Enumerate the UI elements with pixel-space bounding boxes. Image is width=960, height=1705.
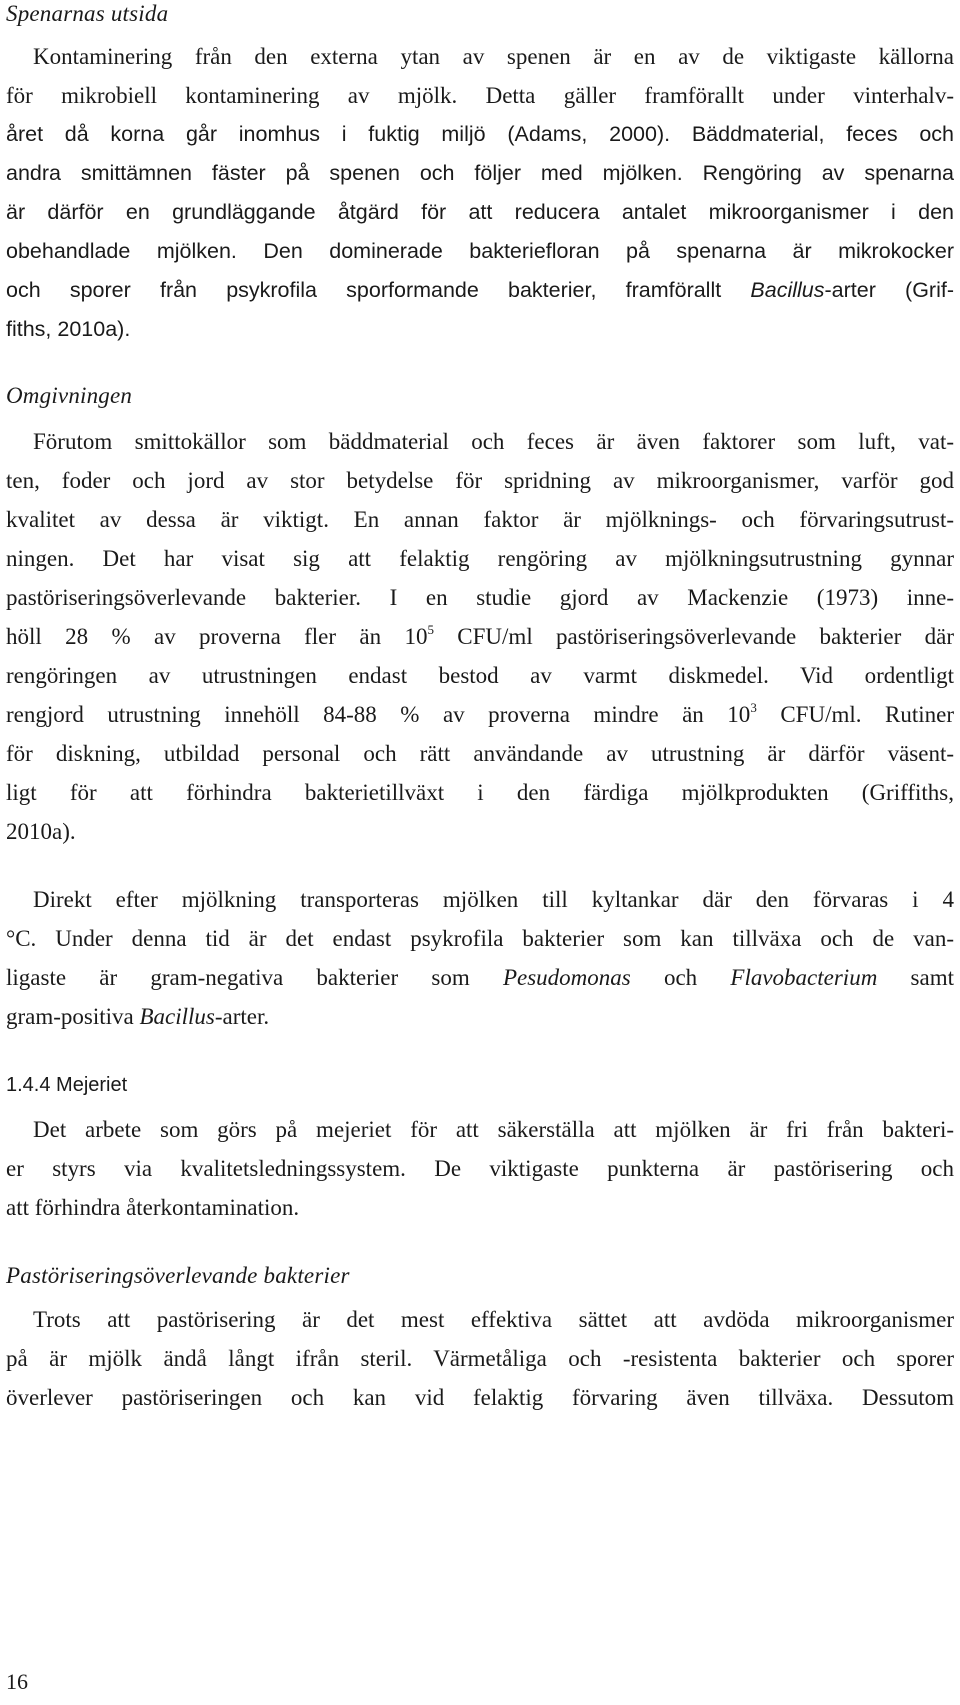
text-line: rengöringen av utrustningen endast bestod av varmt diskmedel. Vid ordentligt (6, 663, 954, 688)
section-heading-spenarnas-utsida: Spenarnas utsida (6, 1, 169, 26)
text-segment: -arter. (214, 1004, 270, 1029)
section-heading-mejeriet: 1.4.4 Mejeriet (6, 1074, 128, 1096)
text-line: er styrs via kvalitetsledningssystem. De viktigaste punkterna är pastörisering och (6, 1156, 954, 1181)
text-line: överlever pastöriseringen och kan vid felaktig förvaring även tillväxa. Dessutom (6, 1385, 954, 1410)
text-line (6, 695, 954, 734)
text-line: fiths, 2010a). (6, 317, 131, 341)
paragraph-pastoriseringsoverlevande (6, 1300, 954, 1417)
species-name: Bacillus (139, 1004, 215, 1029)
text-segment: och sporer från psykrofila sporformande bakterier, framförallt (6, 278, 751, 302)
text-line: Det arbete som görs på mejeriet för att säkerställa att mjölken är fri från bakteri- (33, 1117, 954, 1142)
text-line: ten, foder och jord av stor betydelse för spridning av mikroorganismer, varför god (6, 468, 954, 493)
text-segment: rengjord utrustning innehöll 84-88 % av proverna mindre än 10 (6, 702, 751, 727)
text-line: ningen. Det har visat sig att felaktig rengöring av mjölkningsutrustning gynnar (6, 546, 954, 571)
text-segment: höll 28 % av proverna fler än 10 (6, 624, 428, 649)
paragraph-omgivningen-2 (6, 880, 954, 1036)
text-line: Direkt efter mjölkning transporteras mjölken till kyltankar där den förvaras i 4 (33, 887, 954, 912)
text-line: ligt för att förhindra bakterietillväxt i den färdiga mjölkprodukten (Griffiths, (6, 780, 954, 805)
text-line: är därför en grundläggande åtgärd för att reducera antalet mikroorganismer i den (6, 200, 954, 224)
text-line: året då korna går inomhus i fuktig miljö (Adams, 2000). Bäddmaterial, feces och (6, 122, 954, 146)
text-line: kvalitet av dessa är viktigt. En annan faktor är mjölknings- och förvaringsutrust- (6, 507, 954, 532)
text-line (6, 958, 954, 997)
text-segment: -arter (Grif- (824, 278, 954, 302)
paragraph-mejeriet (6, 1110, 954, 1227)
text-line (6, 617, 954, 656)
species-name: Pesudomonas (502, 965, 631, 990)
text-line: Förutom smittokällor som bäddmaterial och feces är även faktorer som luft, vat- (33, 429, 954, 454)
exponent: 5 (427, 622, 434, 637)
species-name: Flavobacterium (730, 965, 878, 990)
text-segment: gram-positiva (6, 1004, 140, 1029)
text-line: för mikrobiell kontaminering av mjölk. Detta gäller framförallt under vinterhalv- (6, 83, 954, 108)
exponent: 3 (750, 700, 757, 715)
text-line: för diskning, utbildad personal och rätt användande av utrustning är därför väsent- (6, 741, 954, 766)
text-segment: CFU/ml. Rutiner (756, 702, 954, 727)
section-heading-pastoriseringsoverlevande: Pastöriseringsöverlevande bakterier (6, 1263, 350, 1288)
section-heading-omgivningen: Omgivningen (6, 383, 133, 408)
page-number: 16 (6, 1669, 28, 1694)
text-line (6, 997, 954, 1036)
text-segment: CFU/ml pastöriseringsöverlevande bakterier där (433, 624, 954, 649)
text-line: Kontaminering från den externa ytan av spenen är en av de viktigaste källorna (33, 44, 954, 69)
text-segment: och (630, 965, 731, 990)
text-line: 2010a). (6, 819, 76, 844)
text-line: på är mjölk ändå långt ifrån steril. Värmetåliga och -resistenta bakterier och sporer (6, 1346, 954, 1371)
text-line: att förhindra återkontamination. (6, 1195, 300, 1220)
text-line: obehandlade mjölken. Den dominerade bakteriefloran på spenarna är mikrokocker (6, 239, 954, 263)
paragraph-spenarnas-utsida (6, 37, 954, 349)
text-line: pastöriseringsöverlevande bakterier. I en studie gjord av Mackenzie (1973) inne- (6, 585, 954, 610)
text-line: °C. Under denna tid är det endast psykrofila bakterier som kan tillväxa och de van- (6, 926, 954, 951)
text-line: andra smittämnen fäster på spenen och följer med mjölken. Rengöring av spenarna (6, 161, 954, 185)
species-name: Bacillus (750, 278, 825, 302)
text-segment: ligaste är gram-negativa bakterier som (6, 965, 503, 990)
text-line (6, 271, 954, 310)
text-segment: samt (877, 965, 954, 990)
paragraph-omgivningen (6, 422, 954, 851)
text-line: Trots att pastörisering är det mest effektiva sättet att avdöda mikroorganismer (33, 1307, 954, 1332)
